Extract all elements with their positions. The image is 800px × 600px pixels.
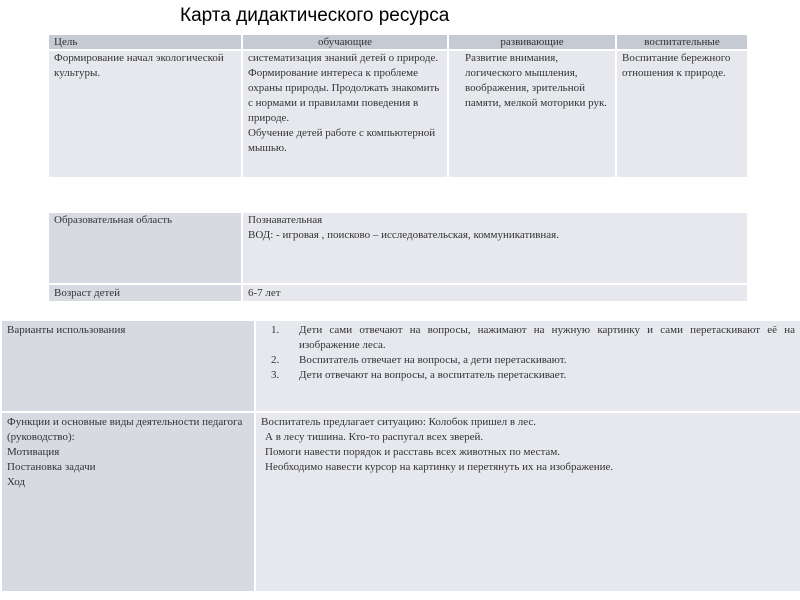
area-table	[47, 211, 749, 303]
goals-table	[47, 33, 749, 179]
usage-table	[0, 319, 800, 593]
functions-text-2: А в лесу тишина. Кто-то распугал всех зверей.	[265, 431, 484, 443]
functions-cell	[255, 412, 800, 592]
functions-label-2: Мотивация	[7, 446, 60, 458]
area-value-1: Познавательная	[248, 214, 323, 226]
developing-cell: Развитие внимания, логического мышления, воображения, зрительной памяти, мелкой моторики рук.	[448, 50, 616, 178]
list-item: 2. Воспитатель отвечает на вопросы, а дети перетаскивают.	[271, 354, 567, 366]
variants-cell	[255, 320, 800, 412]
area-label: Образовательная область	[48, 212, 242, 284]
header-goal: Цель	[48, 34, 242, 50]
functions-text-3: Помоги навести порядок и расставь всех животных по местам.	[265, 446, 561, 458]
variants-list	[261, 323, 795, 383]
teaching-text-1: систематизация знаний детей о природе. Формирование интереса к проблеме охраны природы. Продолжать знакомить с нормами и правилами поведения в природе.	[248, 52, 440, 124]
list-item: 1. Дети сами отвечают на вопросы, нажимают на нужную картинку и сами перетаскивают её на изображение леса.	[271, 324, 795, 351]
page-title: Карта дидактического ресурса	[180, 5, 450, 26]
goal-cell: Формирование начал экологической культуры.	[48, 50, 242, 178]
area-value-2: ВОД: - игровая , поисково – исследовательская, коммуникативная.	[248, 229, 559, 241]
age-value: 6-7 лет	[242, 284, 748, 302]
area-value	[242, 212, 748, 284]
functions-label-1: Функции и основные виды деятельности педагога (руководство):	[7, 416, 243, 443]
functions-text-1: Воспитатель предлагает ситуацию: Колобок пришел в лес.	[261, 416, 537, 428]
teaching-cell	[242, 50, 448, 178]
functions-text-4: Необходимо навести курсор на картинку и перетянуть их на изображение.	[265, 461, 614, 473]
teaching-text-2: Обучение детей работе с компьютерной мышью.	[248, 127, 436, 154]
educational-cell: Воспитание бережного отношения к природе.	[616, 50, 748, 178]
functions-label-3: Постановка задачи	[7, 461, 96, 473]
functions-label	[1, 412, 255, 592]
list-item: 3. Дети отвечают на вопросы, а воспитатель перетаскивает.	[271, 369, 567, 381]
header-teaching: обучающие	[242, 34, 448, 50]
header-developing: развивающие	[448, 34, 616, 50]
variants-label: Варианты использования	[1, 320, 255, 412]
header-educational: воспитательные	[616, 34, 748, 50]
functions-label-4: Ход	[7, 476, 26, 488]
age-label: Возраст детей	[48, 284, 242, 302]
